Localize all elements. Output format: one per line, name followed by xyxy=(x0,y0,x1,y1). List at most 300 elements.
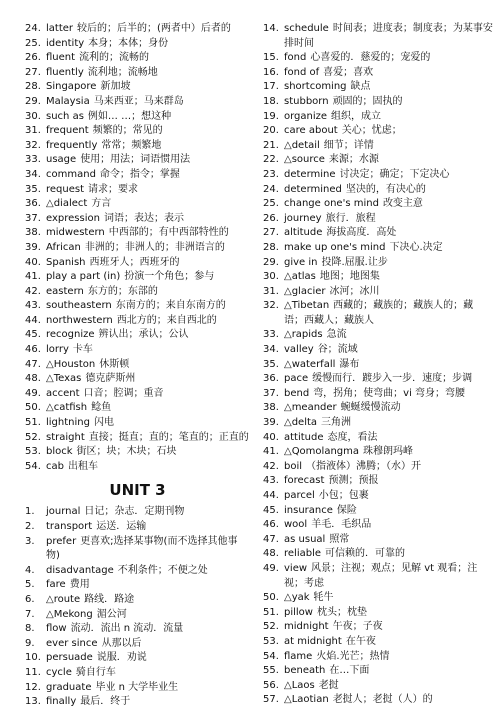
entry-term: △Mekong xyxy=(46,608,93,620)
vocab-entry xyxy=(263,285,493,300)
right-column xyxy=(263,22,493,708)
entry-term: midnight xyxy=(284,621,329,633)
entry-body xyxy=(284,474,493,489)
entry-definition: 旅行．旅程 xyxy=(325,212,376,224)
entry-number: 52. xyxy=(25,431,41,443)
entry-body xyxy=(284,183,493,198)
entry-term: △Houston xyxy=(46,358,96,370)
entry-definition: 流利地；流畅地 xyxy=(87,66,158,78)
entry-term: Singapore xyxy=(46,81,97,93)
entry-body xyxy=(46,183,250,198)
entry-number: 27. xyxy=(25,66,41,78)
entry-number: 17. xyxy=(263,81,279,93)
entry-number: 18. xyxy=(263,95,279,107)
entry-body xyxy=(284,285,493,300)
entry-body xyxy=(46,95,250,110)
vocab-entry xyxy=(25,139,250,154)
entry-number: 39. xyxy=(263,417,279,429)
entry-term: fluent xyxy=(46,52,76,64)
entry-definition: 扮演一个角色；参与 xyxy=(124,271,215,283)
entry-body xyxy=(284,489,493,504)
entry-body xyxy=(46,299,250,314)
entry-term: Spanish xyxy=(46,256,86,268)
entry-definition: 日记；杂志．定期刊物 xyxy=(84,506,185,518)
entry-term: shortcoming xyxy=(284,81,347,93)
vocab-entry xyxy=(263,328,493,343)
entry-definition: 常常；频繁地 xyxy=(101,139,162,151)
entry-body xyxy=(46,197,250,212)
entry-body xyxy=(46,460,250,475)
vocab-entry xyxy=(25,37,250,52)
entry-number: 16. xyxy=(263,66,279,78)
entry-definition: 休斯顿 xyxy=(99,358,130,370)
vocab-entry xyxy=(25,241,250,256)
entry-number: 56. xyxy=(263,679,279,691)
entry-definition: 口音；腔调；重音 xyxy=(83,387,164,399)
entry-definition: 骑自行车 xyxy=(75,666,116,678)
entry-body xyxy=(284,431,493,446)
entry-number: 57. xyxy=(263,694,279,706)
entry-body xyxy=(46,110,250,125)
entry-body xyxy=(284,343,493,358)
entry-definition: 风景；注视；观点；见解 vt 观看；注视；考虑 xyxy=(284,562,478,589)
entry-number: 43. xyxy=(25,300,41,312)
vocab-entry xyxy=(25,637,250,652)
entry-number: 40. xyxy=(263,431,279,443)
entry-number: 2. xyxy=(25,521,35,532)
entry-term: expression xyxy=(46,212,100,224)
entry-term: pace xyxy=(284,373,309,385)
vocab-entry xyxy=(25,622,250,637)
entry-number: 20. xyxy=(263,125,279,137)
vocab-entry xyxy=(263,431,493,446)
vocab-entry xyxy=(25,270,250,285)
vocab-entry xyxy=(263,226,493,241)
entry-definition: 本身；本体；身份 xyxy=(88,37,169,49)
vocab-entry xyxy=(25,564,250,579)
entry-definition: 瀑布 xyxy=(339,358,360,370)
entry-body xyxy=(46,51,250,66)
vocab-entry xyxy=(263,664,493,679)
vocab-entry xyxy=(263,183,493,198)
entry-body xyxy=(46,520,250,535)
entry-number: 14. xyxy=(263,23,279,34)
entry-definition: 可信赖的．可靠的 xyxy=(325,548,406,560)
entry-number: 41. xyxy=(263,446,279,458)
entry-definition: 三角洲 xyxy=(321,417,352,429)
entry-body xyxy=(46,387,250,402)
entry-term: disadvantage xyxy=(46,564,114,576)
entry-number: 21. xyxy=(263,139,279,151)
entry-body xyxy=(46,226,250,241)
entry-term: ever since xyxy=(46,637,98,649)
entry-definition: 例如… …；想这种 xyxy=(87,110,172,122)
entry-body xyxy=(284,606,493,621)
entry-body xyxy=(46,695,250,710)
entry-term: pillow xyxy=(284,606,313,618)
entry-term: wool xyxy=(284,519,308,531)
entry-body xyxy=(284,212,493,227)
entry-definition: 东南方的；来自东南方的 xyxy=(115,300,226,312)
entry-term: change one's mind xyxy=(284,198,379,210)
entry-definition: 频繁的；常见的 xyxy=(92,125,163,137)
entry-term: cab xyxy=(46,460,64,472)
entry-number: 51. xyxy=(263,606,279,618)
entry-number: 39. xyxy=(25,241,41,253)
entry-term: stubborn xyxy=(284,95,329,107)
entry-number: 35. xyxy=(25,183,41,195)
vocab-entry xyxy=(25,168,250,183)
entry-definition: 时间表；进度表；制度表；为某事安排时间 xyxy=(284,23,493,49)
entry-body xyxy=(46,66,250,81)
entry-term: request xyxy=(46,183,85,195)
entry-body xyxy=(284,679,493,694)
entry-term: Malaysia xyxy=(46,95,90,107)
entry-number: 37. xyxy=(25,212,41,224)
entry-definition: 组织，成立 xyxy=(331,110,382,122)
entry-body xyxy=(46,401,250,416)
entry-definition: 牦牛 xyxy=(313,592,334,604)
entry-term: African xyxy=(46,241,81,253)
entry-term: block xyxy=(46,446,73,458)
entry-number: 29. xyxy=(25,95,41,107)
entry-term: graduate xyxy=(46,681,92,693)
entry-term: △delta xyxy=(284,417,318,429)
entry-definition: 更喜欢;选择某事物(而不选择其他事物) xyxy=(46,535,238,562)
entry-number: 33. xyxy=(25,154,41,166)
entry-number: 24. xyxy=(263,183,279,195)
entry-number: 28. xyxy=(25,81,41,93)
entry-number: 33. xyxy=(263,329,279,341)
entry-number: 51. xyxy=(25,417,41,429)
vocab-entry xyxy=(263,445,493,460)
entry-definition: 运送．运输 xyxy=(96,521,147,532)
entry-body xyxy=(284,124,493,139)
entry-term: △rapids xyxy=(284,329,323,341)
entry-body xyxy=(284,547,493,562)
entry-definition: 照常 xyxy=(329,533,350,545)
entry-definition: 卡车 xyxy=(72,344,93,356)
vocab-entry xyxy=(263,95,493,110)
entry-body xyxy=(284,635,493,650)
entry-body xyxy=(46,285,250,300)
entry-term: boil xyxy=(284,460,303,472)
entry-definition: 流动．流出 n 流动．流量 xyxy=(70,623,184,635)
entry-definition: 预测；预报 xyxy=(328,475,379,487)
entry-number: 38. xyxy=(263,402,279,414)
entry-number: 4. xyxy=(25,564,35,576)
entry-term: flow xyxy=(46,623,67,635)
vocab-entry xyxy=(263,606,493,621)
vocab-entry xyxy=(263,460,493,475)
entry-definition: （指液体）沸腾；（水）开 xyxy=(306,460,422,472)
entry-term: △Texas xyxy=(46,373,82,385)
vocab-entry xyxy=(25,401,250,416)
entry-term: frequent xyxy=(46,125,89,137)
entry-body xyxy=(284,518,493,533)
entry-term: △Qomolangma xyxy=(284,446,359,458)
vocab-entry xyxy=(25,593,250,608)
entry-body xyxy=(284,693,493,708)
entry-body xyxy=(284,372,493,387)
entry-body xyxy=(284,504,493,519)
entry-body xyxy=(46,80,250,95)
entry-number: 38. xyxy=(25,227,41,239)
vocab-entry xyxy=(263,139,493,154)
entry-definition: 在…下面 xyxy=(329,665,370,677)
entry-number: 50. xyxy=(25,402,41,414)
entry-body xyxy=(284,664,493,679)
vocab-entry xyxy=(263,504,493,519)
left-entry-list-b xyxy=(25,505,250,709)
vocab-entry xyxy=(263,51,493,66)
entry-body xyxy=(46,256,250,271)
vocab-entry xyxy=(263,358,493,373)
entry-body xyxy=(284,591,493,606)
entry-term: determined xyxy=(284,183,342,195)
entry-number: 7. xyxy=(25,608,35,620)
entry-body xyxy=(46,372,250,387)
entry-term: latter xyxy=(46,23,74,34)
entry-number: 36. xyxy=(263,373,279,385)
entry-body xyxy=(46,168,250,183)
entry-number: 26. xyxy=(25,52,41,64)
vocab-entry xyxy=(25,695,250,710)
entry-definition: 老挝 xyxy=(318,679,339,691)
entry-number: 10. xyxy=(25,652,41,664)
vocab-entry xyxy=(263,270,493,285)
entry-number: 22. xyxy=(263,154,279,166)
vocab-entry xyxy=(25,183,250,198)
entry-definition: 从那以后 xyxy=(101,637,142,649)
entry-body xyxy=(46,153,250,168)
entry-definition: 坚决的，有决心的 xyxy=(345,183,426,195)
entry-body xyxy=(46,431,250,446)
entry-term: △glacier xyxy=(284,285,326,297)
entry-body xyxy=(46,22,250,37)
entry-number: 11. xyxy=(25,666,41,678)
entry-definition: 弯，拐角；使弯曲；vi 弯身；弯腰 xyxy=(313,387,466,399)
entry-term: △waterfall xyxy=(284,358,336,370)
entry-term: attitude xyxy=(284,431,324,443)
entry-number: 48. xyxy=(263,548,279,560)
entry-number: 6. xyxy=(25,593,35,605)
entry-number: 49. xyxy=(263,562,279,574)
entry-body xyxy=(284,256,493,271)
vocab-entry xyxy=(25,80,250,95)
entry-definition: 缺点 xyxy=(350,81,371,93)
entry-number: 30. xyxy=(263,271,279,283)
entry-body xyxy=(284,51,493,66)
entry-definition: 下决心.决定 xyxy=(389,241,443,253)
vocab-entry xyxy=(263,620,493,635)
entry-body xyxy=(46,358,250,373)
entry-term: △source xyxy=(284,154,325,166)
entry-number: 37. xyxy=(263,387,279,399)
entry-definition: 来源；水源 xyxy=(328,154,379,166)
entry-body xyxy=(46,124,250,139)
entry-term: at midnight xyxy=(284,635,342,647)
entry-definition: 较后的；后半的；(两者中）后者的 xyxy=(77,23,231,34)
entry-term: care about xyxy=(284,125,338,137)
vocab-entry xyxy=(263,416,493,431)
vocab-entry xyxy=(25,505,250,520)
entry-term: lightning xyxy=(46,417,90,429)
vocab-entry xyxy=(25,608,250,623)
vocab-entry xyxy=(25,51,250,66)
vocab-entry xyxy=(263,387,493,402)
vocab-entry xyxy=(25,445,250,460)
entry-term: forecast xyxy=(284,475,325,487)
entry-definition: 午夜；子夜 xyxy=(332,621,383,633)
entry-body xyxy=(46,139,250,154)
entry-definition: 地图；地图集 xyxy=(319,271,380,283)
entry-number: 13. xyxy=(25,696,41,708)
entry-number: 34. xyxy=(25,168,41,180)
entry-number: 25. xyxy=(25,37,41,49)
entry-term: prefer xyxy=(46,535,77,547)
entry-body xyxy=(46,270,250,285)
entry-definition: 谷；流域 xyxy=(317,344,358,356)
left-entry-list-a xyxy=(25,22,250,474)
right-entry-list xyxy=(263,22,493,708)
vocab-entry xyxy=(25,343,250,358)
entry-definition: 路线．路途 xyxy=(84,593,135,605)
vocab-entry xyxy=(25,299,250,314)
vocab-entry xyxy=(25,666,250,681)
vocab-entry xyxy=(263,474,493,489)
entry-definition: 在午夜 xyxy=(345,635,376,647)
entry-term: △catfish xyxy=(46,402,88,414)
vocab-entry xyxy=(263,489,493,504)
entry-term: insurance xyxy=(284,504,333,516)
entry-number: 26. xyxy=(263,212,279,224)
entry-definition: 海拔高度．高处 xyxy=(326,227,397,239)
entry-number: 44. xyxy=(263,490,279,501)
entry-number: 28. xyxy=(263,241,279,253)
entry-body xyxy=(46,241,250,256)
entry-term: persuade xyxy=(46,652,93,664)
vocab-entry xyxy=(25,197,250,212)
entry-number: 3. xyxy=(25,535,35,547)
entry-term: as usual xyxy=(284,533,326,545)
entry-number: 36. xyxy=(25,198,41,210)
entry-term: view xyxy=(284,562,308,574)
entry-definition: 态度，看法 xyxy=(327,431,378,443)
entry-body xyxy=(284,66,493,81)
entry-definition: 费用 xyxy=(69,579,90,591)
entry-term: northwestern xyxy=(46,314,113,326)
entry-number: 23. xyxy=(263,168,279,180)
entry-number: 34. xyxy=(263,344,279,356)
entry-number: 8. xyxy=(25,623,35,635)
entry-number: 31. xyxy=(25,125,41,137)
entry-definition: 讨决定；确定；下定决心 xyxy=(339,168,450,180)
entry-body xyxy=(46,622,250,637)
entry-number: 42. xyxy=(263,460,279,472)
entry-body xyxy=(284,80,493,95)
entry-body xyxy=(284,95,493,110)
vocab-entry xyxy=(25,66,250,81)
entry-number: 54. xyxy=(263,650,279,662)
vocab-entry xyxy=(25,226,250,241)
entry-definition: 不利条件；不便之处 xyxy=(117,564,208,576)
vocab-entry xyxy=(263,256,493,271)
vocab-entry xyxy=(25,95,250,110)
vocab-entry xyxy=(25,124,250,139)
entry-number: 49. xyxy=(25,387,41,399)
entry-term: △dialect xyxy=(46,198,88,210)
vocab-entry xyxy=(25,387,250,402)
entry-number: 15. xyxy=(263,52,279,64)
entry-definition: 改变主意 xyxy=(382,198,423,210)
entry-definition: 使用；用法；词语惯用法 xyxy=(80,154,191,166)
entry-body xyxy=(284,416,493,431)
vocab-entry xyxy=(263,212,493,227)
vocab-entry xyxy=(263,693,493,708)
vocab-entry xyxy=(263,562,493,591)
entry-term: △Tibetan xyxy=(284,300,330,312)
entry-term: play a part (in) xyxy=(46,271,121,283)
entry-term: lorry xyxy=(46,344,69,356)
entry-number: 25. xyxy=(263,198,279,210)
vocab-entry xyxy=(25,416,250,431)
entry-term: usage xyxy=(46,154,77,166)
unit-title: UNIT 3 xyxy=(109,481,166,500)
entry-definition: 珠穆朗玛峰 xyxy=(363,446,413,458)
entry-body xyxy=(46,343,250,358)
vocab-entry xyxy=(25,460,250,475)
vocab-entry xyxy=(25,212,250,227)
entry-number: 31. xyxy=(263,285,279,297)
entry-definition: 新加坡 xyxy=(100,81,131,93)
entry-term: southeastern xyxy=(46,300,112,312)
entry-term: flame xyxy=(284,650,313,662)
entry-term: △route xyxy=(46,593,81,605)
entry-number: 55. xyxy=(263,665,279,677)
entry-term: bend xyxy=(284,387,310,399)
entry-body xyxy=(46,578,250,593)
entry-definition: 西藏的；藏族的；藏族人的；藏语；西藏人；藏族人 xyxy=(284,300,474,326)
entry-definition: 马来西亚；马来群岛 xyxy=(93,95,184,107)
vocab-entry xyxy=(263,168,493,183)
entry-definition: 说服．劝说 xyxy=(96,652,147,664)
vocab-entry xyxy=(263,635,493,650)
vocab-entry xyxy=(263,401,493,416)
entry-number: 46. xyxy=(263,519,279,531)
entry-definition: 街区；块；木块；石块 xyxy=(76,446,177,458)
vocab-entry xyxy=(263,124,493,139)
vocab-entry xyxy=(25,256,250,271)
entry-definition: 东方的；东部的 xyxy=(87,285,158,297)
entry-body xyxy=(284,460,493,475)
vocab-entry xyxy=(25,651,250,666)
vocab-entry xyxy=(263,547,493,562)
entry-definition: 老挝人；老挝（人）的 xyxy=(332,694,433,706)
vocab-entry xyxy=(263,66,493,81)
entry-definition: 喜爱；喜欢 xyxy=(323,66,374,78)
entry-body xyxy=(284,650,493,665)
entry-number: 44. xyxy=(25,314,41,326)
entry-term: transport xyxy=(46,521,93,532)
entry-number: 42. xyxy=(25,285,41,297)
entry-term: altitude xyxy=(284,227,323,239)
entry-definition: 德克萨斯州 xyxy=(85,373,136,385)
entry-term: △Laotian xyxy=(284,694,329,706)
entry-number: 27. xyxy=(263,227,279,239)
entry-body xyxy=(46,37,250,52)
entry-definition: 关心；忧虑； xyxy=(341,125,402,137)
